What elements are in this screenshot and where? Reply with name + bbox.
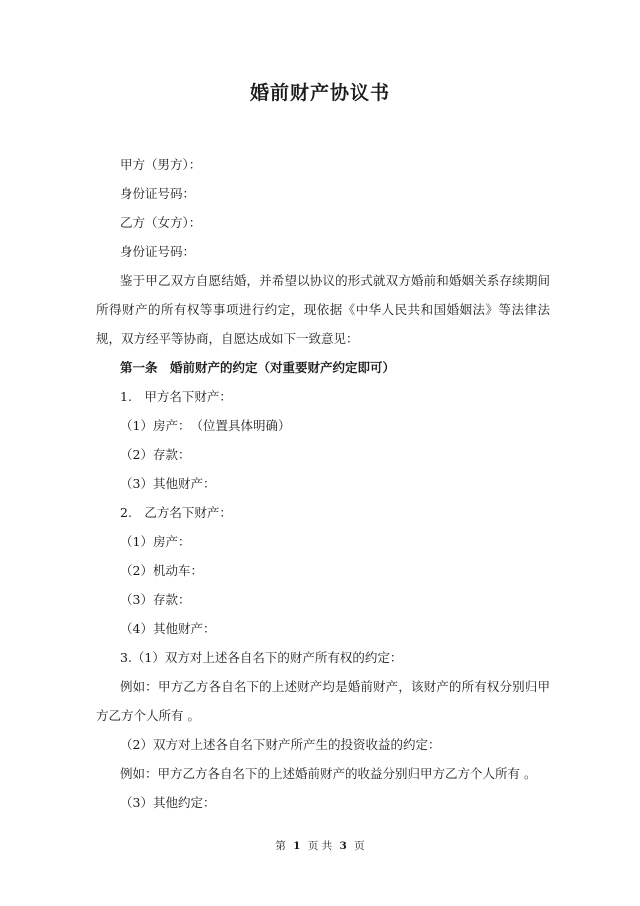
party-b-asset-item: （3）存款： xyxy=(120,592,191,607)
current-page-number: 1 xyxy=(293,840,301,852)
article-1-heading: 第一条 婚前财产的约定（对重要财产约定即可） xyxy=(120,360,396,375)
page-footer xyxy=(0,838,640,853)
party-b-asset-item: （2）机动车： xyxy=(120,563,203,578)
party-a-asset-item: （2）存款： xyxy=(120,447,191,462)
clause-3-1: 3.（1）双方对上述各自名下的财产所有权的约定： xyxy=(120,650,403,665)
example-1-paragraph: 例如：甲方乙方各自名下的上述财产均是婚前财产，该财产的所有权分别归甲方乙方个人所有 。 xyxy=(96,679,550,723)
example-2-line: 例如：甲方乙方各自名下的上述婚前财产的收益分别归甲方乙方个人所有 。 xyxy=(120,766,537,781)
footer-middle: 页 共 xyxy=(307,840,333,852)
party-b-asset-item: （4）其他财产： xyxy=(120,621,216,636)
footer-suffix: 页 xyxy=(354,840,365,852)
party-a-assets-heading: 1. 甲方名下财产： xyxy=(120,389,232,404)
id-b-line: 身份证号码： xyxy=(120,244,196,259)
party-b-assets-heading: 2. 乙方名下财产： xyxy=(120,505,232,520)
party-b-line: 乙方（女方）： xyxy=(120,215,202,230)
total-pages-number: 3 xyxy=(339,840,347,852)
party-a-line: 甲方（男方）： xyxy=(120,157,202,172)
document-title: 婚前财产协议书 xyxy=(249,82,390,104)
party-a-asset-item: （1）房产： （位置具体明确） xyxy=(120,418,291,433)
document-body xyxy=(96,150,550,817)
clause-3-3: （3）其他约定： xyxy=(120,795,216,810)
party-b-asset-item: （1）房产： xyxy=(120,534,191,549)
footer-prefix: 第 xyxy=(275,840,286,852)
preamble-paragraph: 鉴于甲乙双方自愿结婚，并希望以协议的形式就双方婚前和婚姻关系存续期间所得财产的所有权等事项进行约定，现依据《中华人民共和国婚姻法》等法律法规，双方经平等协商，自愿达成如下一致意见： xyxy=(96,273,550,346)
id-a-line: 身份证号码： xyxy=(120,186,196,201)
party-a-asset-item: （3）其他财产： xyxy=(120,476,216,491)
clause-3-2: （2）双方对上述各自名下财产所产生的投资收益的约定： xyxy=(120,737,441,752)
